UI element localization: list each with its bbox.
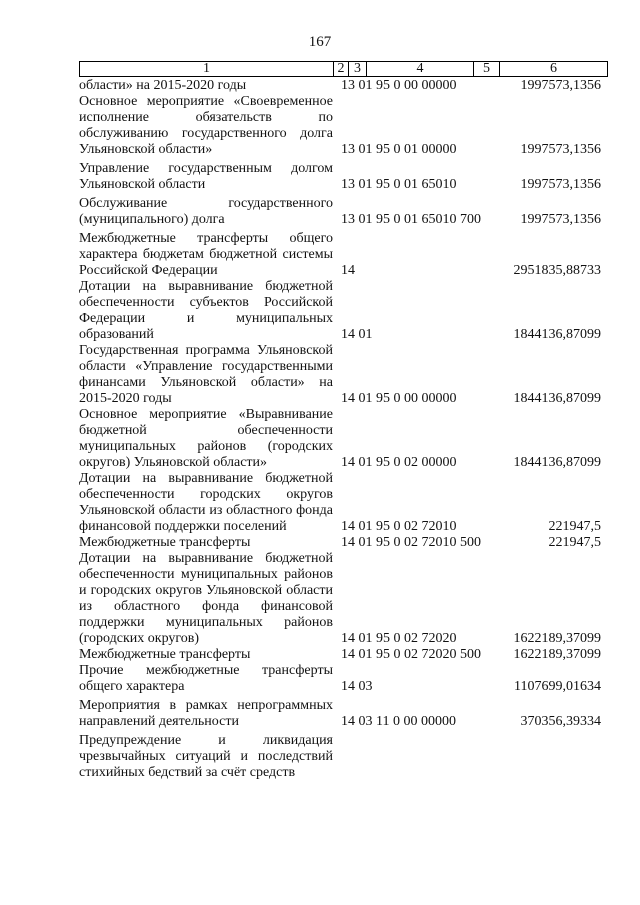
table-row	[79, 471, 607, 535]
row-codes: 13 01 95 0 01 00000	[341, 142, 457, 157]
table-row	[79, 733, 607, 781]
column-header-3: 3	[349, 62, 367, 77]
row-name: Основное мероприятие «Своевременное исполнение обязательств по обслуживанию государственного долга Ульяновской области»	[79, 94, 333, 157]
row-codes: 13 01 95 0 01 65010	[341, 177, 457, 192]
row-amount: 1622189,37099	[513, 631, 601, 646]
column-header-4: 4	[367, 62, 474, 77]
row-codes: 14 01 95 0 02 72010 500	[341, 535, 481, 550]
column-header-5: 5	[474, 62, 500, 77]
row-amount: 221947,5	[548, 519, 601, 534]
column-header-6: 6	[500, 62, 608, 77]
row-name: Государственная программа Ульяновской области «Управление государственными финансами Ульяновской области» на 2015-2020 годы	[79, 343, 333, 406]
table-row	[79, 231, 607, 279]
row-codes: 14	[341, 263, 355, 278]
table-row	[79, 698, 607, 730]
row-name: Межбюджетные трансферты	[79, 535, 251, 550]
row-name: Межбюджетные трансферты	[79, 647, 251, 662]
row-codes: 14 01	[341, 327, 373, 342]
row-amount: 1997573,1356	[520, 142, 601, 157]
row-codes: 14 01 95 0 02 72010	[341, 519, 457, 534]
row-name: Обслуживание государственного (муниципального) долга	[79, 196, 333, 227]
row-amount: 1997573,1356	[520, 212, 601, 227]
row-name: Прочие межбюджетные трансферты общего характера	[79, 663, 333, 694]
row-amount: 370356,39334	[520, 714, 601, 729]
row-codes: 14 01 95 0 02 72020	[341, 631, 457, 646]
row-name: Управление государственным долгом Ульяновской области	[79, 161, 333, 192]
row-codes: 13 01 95 0 00 00000	[341, 78, 457, 93]
row-name: Дотации на выравнивание бюджетной обеспеченности городских округов Ульяновской области из областного фонда финансовой поддержки поселений	[79, 471, 333, 534]
column-header-1: 1	[80, 62, 334, 77]
row-codes: 14 03 11 0 00 00000	[341, 714, 456, 729]
table-row	[79, 161, 607, 193]
table-row	[79, 407, 607, 471]
row-amount: 1844136,87099	[513, 455, 601, 470]
row-codes: 14 03	[341, 679, 373, 694]
row-name: Мероприятия в рамках непрограммных направлений деятельности	[79, 698, 333, 729]
row-amount: 1622189,37099	[513, 647, 601, 662]
table-row	[79, 279, 607, 343]
column-header-2: 2	[334, 62, 349, 77]
table-row	[79, 663, 607, 695]
page-number: 167	[308, 34, 332, 50]
table-row	[79, 551, 607, 647]
row-codes: 14 01 95 0 02 00000	[341, 455, 457, 470]
budget-table-body	[79, 78, 607, 781]
row-amount: 1844136,87099	[513, 391, 601, 406]
row-codes: 13 01 95 0 01 65010 700	[341, 212, 481, 227]
row-name: Основное мероприятие «Выравнивание бюджетной обеспеченности муниципальных районов (городских округов) Ульяновской области»	[79, 407, 333, 470]
table-row	[79, 535, 607, 551]
row-name: Предупреждение и ликвидация чрезвычайных ситуаций и последствий стихийных бедствий за счёт средств	[79, 733, 333, 780]
table-row	[79, 647, 607, 663]
row-codes: 14 01 95 0 00 00000	[341, 391, 457, 406]
table-row	[79, 196, 607, 228]
row-name: Дотации на выравнивание бюджетной обеспеченности субъектов Российской Федерации и муниципальных образований	[79, 279, 333, 342]
row-name: Межбюджетные трансферты общего характера бюджетам бюджетной системы Российской Федерации	[79, 231, 333, 278]
row-name: Дотации на выравнивание бюджетной обеспеченности муниципальных районов и городских округов Ульяновской области из областного фонда финансовой поддержки муниципальных районов (городских округов)	[79, 551, 333, 646]
column-header-row	[80, 62, 608, 77]
table-row	[79, 343, 607, 407]
row-amount: 221947,5	[548, 535, 601, 550]
row-amount: 1844136,87099	[513, 327, 601, 342]
row-amount: 1107699,01634	[514, 679, 601, 694]
row-amount: 1997573,1356	[520, 177, 601, 192]
row-name: области» на 2015-2020 годы	[79, 78, 247, 93]
table-row	[79, 78, 607, 94]
column-header-table	[79, 61, 608, 77]
table-row	[79, 94, 607, 158]
row-amount: 1997573,1356	[520, 78, 601, 93]
row-codes: 14 01 95 0 02 72020 500	[341, 647, 481, 662]
row-amount: 2951835,88733	[513, 263, 601, 278]
